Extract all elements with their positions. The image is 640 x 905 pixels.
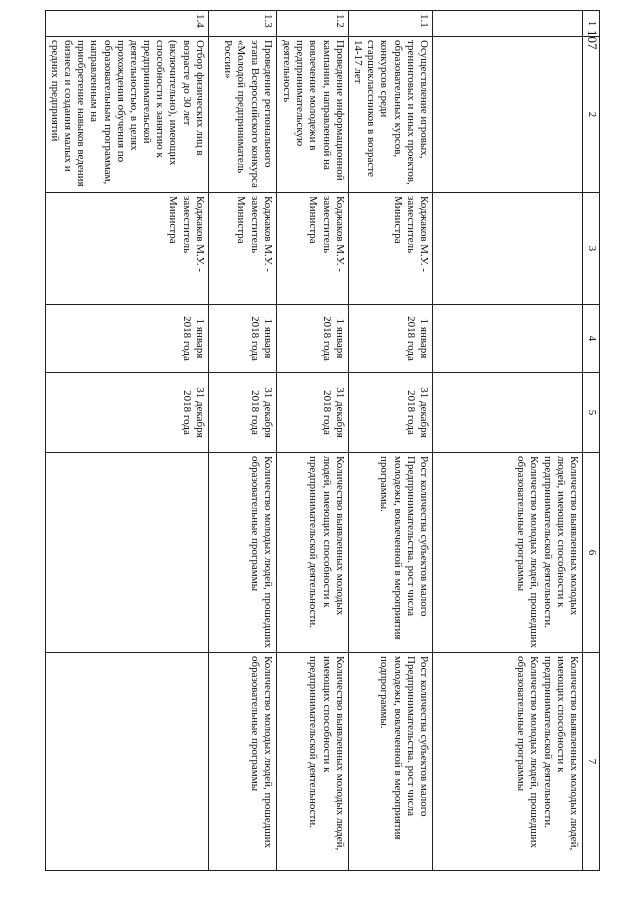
indicators-cell: Количество молодых людей, прошедших образовательные программы <box>208 653 276 871</box>
indicators-cell <box>45 653 208 871</box>
responsible-cell: Коджаков М.У. - заместитель Министра <box>276 193 348 305</box>
indicators-cell: Рост количества субъектов малого Предпринимательства. рост числа молодежи, вовлеченной в мероприятия подпрограммы. <box>348 653 432 871</box>
page-number: 107 <box>585 30 600 50</box>
start-date-cell: 1 января 2018 года <box>348 305 432 373</box>
end-date-cell <box>433 373 583 453</box>
indicators-cell: Количество выявленных молодых людей, имеющих способности к предпринимательской деятельности. Количество молодых людей, прошедших образовательные программы <box>433 653 583 871</box>
row-number: 1.4 <box>45 11 208 37</box>
activity-cell: Осуществление игровых, тренинговых и иных проектов, образовательных курсов, конкурсов среди старшеклассников в возрасте 14-17 лет <box>348 37 432 193</box>
column-number: 2 <box>583 37 600 193</box>
end-date-cell: 31 декабря 2018 года <box>208 373 276 453</box>
activity-cell: Отбор физических лиц в возрасте до 30 лет (включительно), имеющих способности к занятию к предпринимательской деятельностью, в целях прохождения обучения по образовательным программам, направленным на приобретение навыков ведения бизнеса и создания малых и средних предприятий <box>45 37 208 193</box>
activity-cell: Проведение регионального этапа Всероссийского конкурса «Молодой предприниматель России» <box>208 37 276 193</box>
start-date-cell: 1 января 2018 года <box>208 305 276 373</box>
column-number: 5 <box>583 373 600 453</box>
column-number: 7 <box>583 653 600 871</box>
responsible-cell <box>433 193 583 305</box>
table-row <box>208 11 276 871</box>
start-date-cell: 1 января 2018 года <box>276 305 348 373</box>
row-number: 1.1 <box>348 11 432 37</box>
table-row <box>348 11 432 871</box>
responsible-cell: Коджаков М.У. - заместитель Министра <box>208 193 276 305</box>
rotated-page <box>48 10 600 870</box>
result-cell: Количество молодых людей, прошедших образовательные программы <box>208 453 276 653</box>
responsible-cell: Коджаков М.У. - заместитель Министра <box>45 193 208 305</box>
end-date-cell: 31 декабря 2018 года <box>276 373 348 453</box>
result-cell <box>45 453 208 653</box>
column-number-row <box>583 11 600 871</box>
column-number: 1 <box>583 11 600 37</box>
indicators-cell: Количество выявленных молодых людей, имеющих способности к предпринимательской деятельности. <box>276 653 348 871</box>
end-date-cell: 31 декабря 2018 года <box>348 373 432 453</box>
result-cell: Количество выявленных молодых людей, имеющих способности к предпринимательской деятельности. <box>276 453 348 653</box>
table-row <box>45 11 208 871</box>
activity-cell: Проведение информационной кампании, направленной на вовлечение молодежи в предпринимательскую деятельность <box>276 37 348 193</box>
start-date-cell: 1 января 2018 года <box>45 305 208 373</box>
column-number: 6 <box>583 453 600 653</box>
activity-cell <box>433 37 583 193</box>
result-cell: Рост количества субъектов малого Предпринимательства. рост числа молодежи, вовлеченной в мероприятия программы. <box>348 453 432 653</box>
plan-table <box>45 10 600 871</box>
table-row <box>276 11 348 871</box>
start-date-cell <box>433 305 583 373</box>
result-cell: Количество выявленных молодых людей, имеющих способности к предпринимательской деятельности. Количество молодых людей, прошедших образовательные программы <box>433 453 583 653</box>
row-number: 1.3 <box>208 11 276 37</box>
row-number <box>433 11 583 37</box>
column-number: 4 <box>583 305 600 373</box>
responsible-cell: Коджаков М.У. - заместитель Министра <box>348 193 432 305</box>
table-row <box>433 11 583 871</box>
column-number: 3 <box>583 193 600 305</box>
row-number: 1.2 <box>276 11 348 37</box>
end-date-cell: 31 декабря 2018 года <box>45 373 208 453</box>
